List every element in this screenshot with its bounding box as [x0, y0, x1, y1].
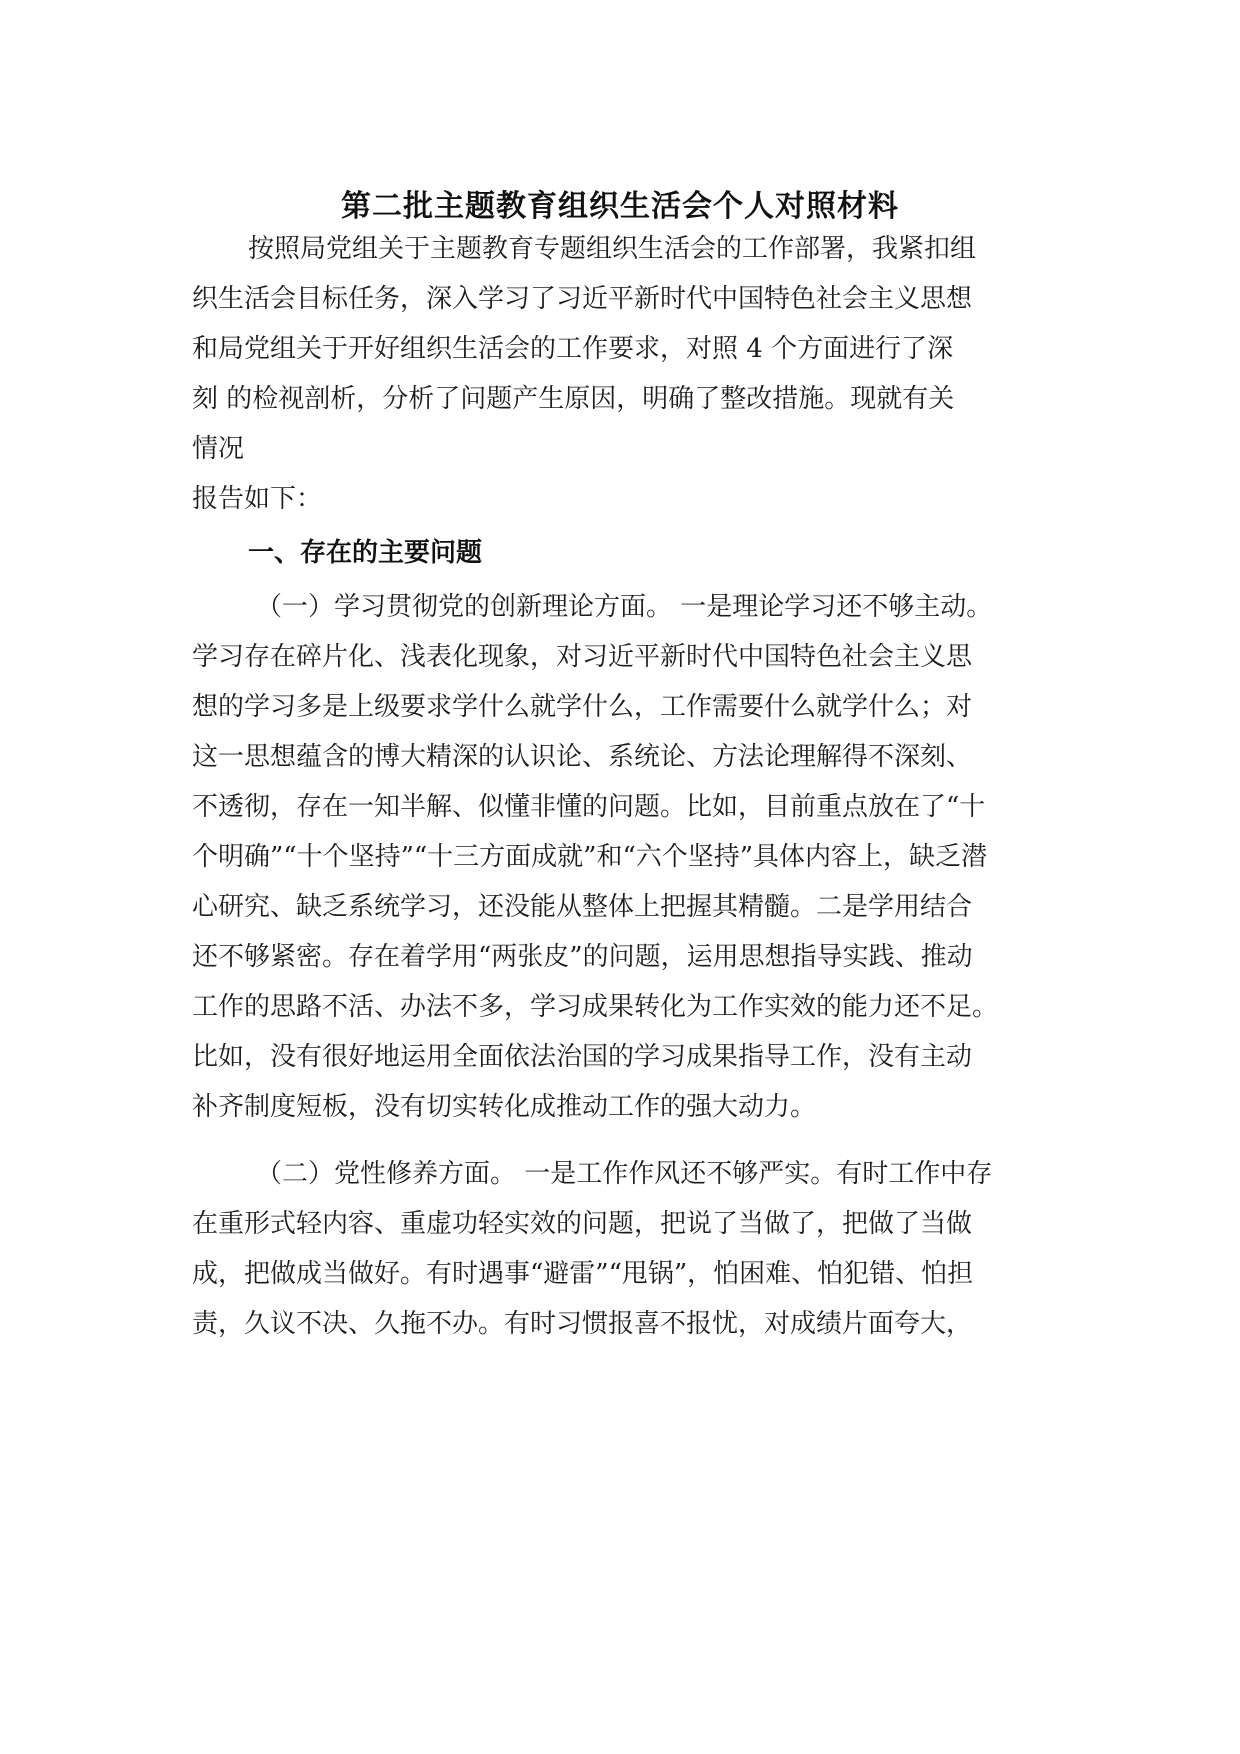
paragraph-line: 个明确”“十个坚持”“十三方面成就”和“六个坚持”具体内容上，缺乏潜 — [192, 842, 988, 872]
paragraph-line: 学习存在碎片化、浅表化现象，对习近平新时代中国特色社会主义思 — [192, 642, 973, 672]
paragraph-line: 成，把做成当做好。有时遇事“避雷”“甩锅”，怕困难、怕犯错、怕担 — [192, 1259, 974, 1289]
paragraph-line: 还不够紧密。存在着学用“两张皮”的问题，运用思想指导实践、推动 — [192, 942, 973, 972]
paragraph-line: 想的学习多是上级要求学什么就学什么，工作需要什么就学什么；对 — [192, 692, 973, 722]
intro-line: 按照局党组关于主题教育专题组织生活会的工作部署，我紧扣组 — [248, 234, 977, 264]
paragraph-line: 比如，没有很好地运用全面依法治国的学习成果指导工作，没有主动 — [192, 1042, 973, 1072]
intro-line: 织生活会目标任务，深入学习了习近平新时代中国特色社会主义思想 — [192, 284, 973, 314]
paragraph-line: 工作的思路不活、办法不多，学习成果转化为工作实效的能力还不足。 — [192, 992, 999, 1022]
intro-line: 报告如下： — [192, 484, 323, 514]
document-title: 第二批主题教育组织生活会个人对照材料 — [341, 189, 899, 224]
intro-line: 刻 的检视剖析，分析了问题产生原因，明确了整改措施。现就有关 — [192, 384, 955, 414]
paragraph-line: 在重形式轻内容、重虚功轻实效的问题，把说了当做了，把做了当做 — [192, 1209, 973, 1239]
paragraph-line: 责，久议不决、久拖不办。有时习惯报喜不报忧，对成绩片面夸大， — [192, 1309, 973, 1339]
intro-line: 情况 — [192, 434, 245, 464]
paragraph-line: 补齐制度短板，没有切实转化成推动工作的强大动力。 — [192, 1092, 817, 1122]
paragraph-line: （一）学习贯彻党的创新理论方面。 一是理论学习还不够主动。 — [256, 592, 993, 622]
intro-line: 和局党组关于开好组织生活会的工作要求，对照 4 个方面进行了深 — [192, 334, 954, 364]
paragraph-line: （二）党性修养方面。 一是工作作风还不够严实。有时工作中存 — [256, 1159, 993, 1189]
section-heading: 一、存在的主要问题 — [248, 538, 483, 568]
paragraph-line: 这一思想蕴含的博大精深的认识论、系统论、方法论理解得不深刻、 — [192, 742, 973, 772]
paragraph-line: 心研究、缺乏系统学习，还没能从整体上把握其精髓。二是学用结合 — [192, 892, 973, 922]
paragraph-line: 不透彻，存在一知半解、似懂非懂的问题。比如，目前重点放在了“十 — [192, 792, 986, 822]
